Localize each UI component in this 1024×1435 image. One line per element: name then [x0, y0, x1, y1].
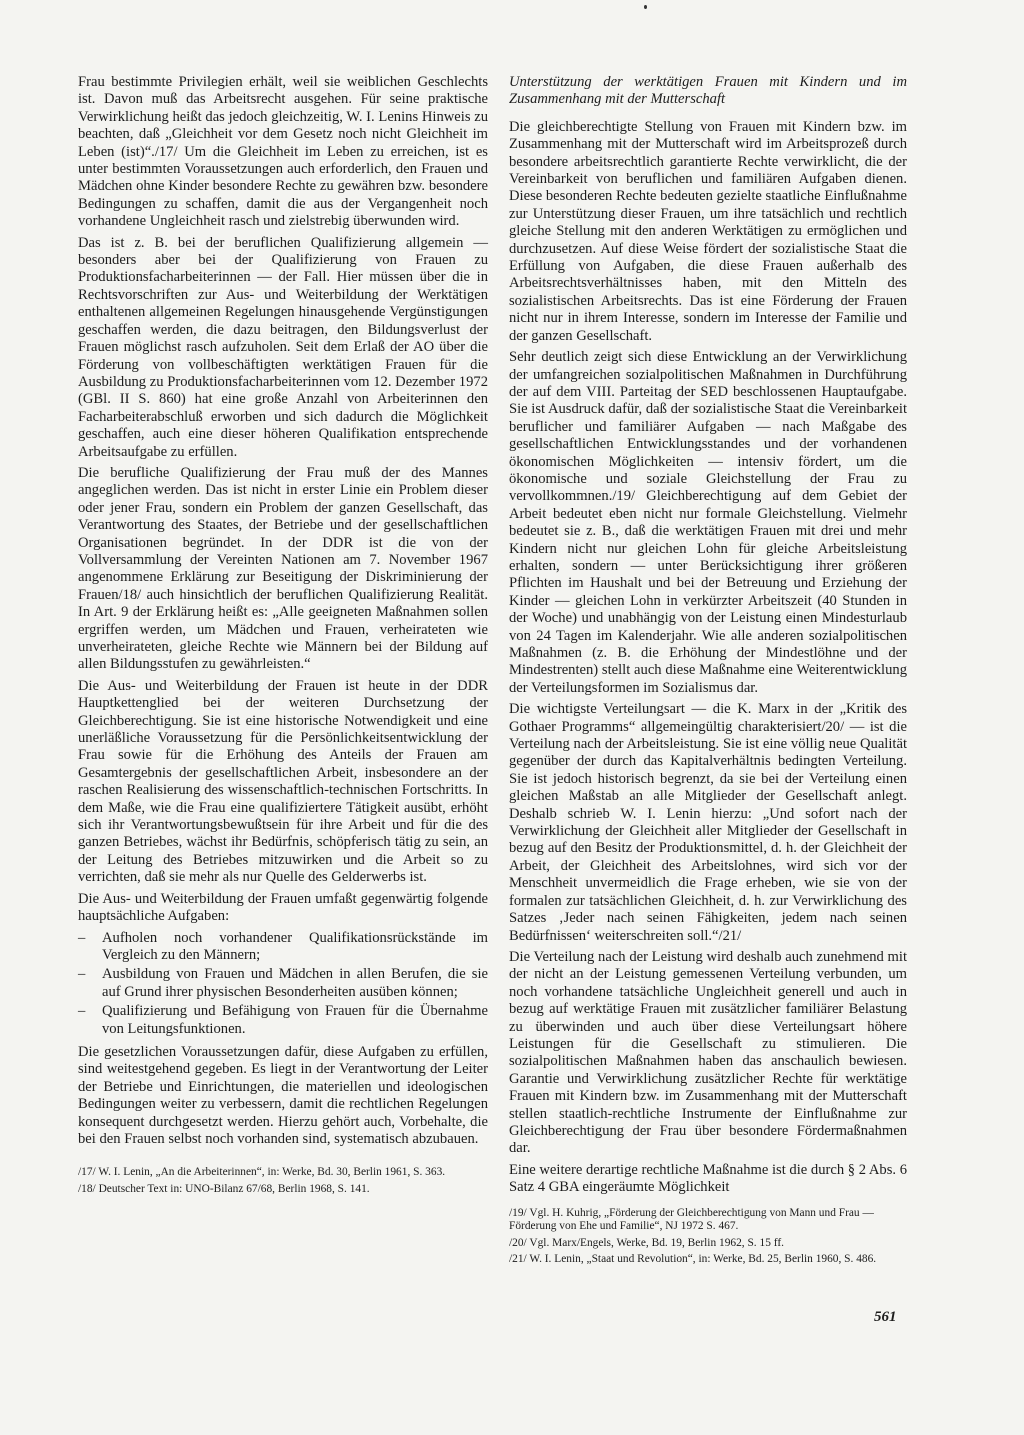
- list-item: – Aufholen noch vorhandener Qualifikationsrückstände im Vergleich zu den Männern;: [78, 930, 488, 965]
- footnote: /17/ W. I. Lenin, „An die Arbeiterinnen“, in: Werke, Bd. 30, Berlin 1961, S. 363.: [78, 1166, 446, 1179]
- footnote: /19/ Vgl. H. Kuhrig, „Förderung der Gleichberechtigung von Mann und Frau — Förderung von Ehe und Familie“, NJ 1972 S. 467.: [509, 1206, 874, 1233]
- body-paragraph: Die Verteilung nach der Leistung wird deshalb auch zunehmend mit der nicht an der Leistung gemessenen Verteilung verbunden, um noch vorhandene tatsächliche Ungleichheit generell und auch in bezug auf werktätige Frauen mit zusätzlicher familiärer Belastung zu überwinden und auch über diese Verteilungsart höhere Leistungen für die Gesellschaft zu stimulieren. Die sozialpolitischen Maßnahmen haben das anschaulich bewiesen. Garantie und Verwirklichung zusätzlicher Rechte für werktätige Frauen mit Kindern bzw. im Zusammenhang mit der Mutterschaft stellen staatlich-rechtliche Instrumente der Einflußnahme zur Gleichberechtigung der Frau über besondere Fördermaßnahmen dar.: [509, 948, 907, 1157]
- body-paragraph: Die gleichberechtigte Stellung von Frauen mit Kindern bzw. im Zusammenhang mit der Mutterschaft wird im Arbeitsprozeß durch besondere arbeitsrechtlich garantierte Rechte verwirklicht, die der Vereinbarkeit von beruflichen und familiären Aufgaben dienen. Diese besonderen Rechte bedeuten gezielte staatliche Einflußnahme zur Unterstützung dieser Frauen, um ihre tatsächlich und rechtlich gleiche Stellung mit den anderen Werktätigen zu ermöglichen und durchzusetzen. Auf diese Weise fördert der sozialistische Staat die Erfüllung von Aufgaben, die diese Frauen außerhalb des Arbeitsrechtsverhältnisses haben, mit den Mitteln des sozialistischen Arbeitsrechts. Das ist eine Förderung der Frauen nicht nur in ihrem Interesse, sondern im Interesse der Familie und der ganzen Gesellschaft.: [509, 118, 907, 344]
- task-list: [78, 930, 488, 1038]
- left-column: [78, 74, 488, 1200]
- footnote: /18/ Deutscher Text in: UNO-Bilanz 67/68, Berlin 1968, S. 141.: [78, 1182, 370, 1195]
- section-heading: Unterstützung der werktätigen Frauen mit Kindern und im Zusammenhang mit der Mutterschaft: [509, 74, 907, 108]
- body-paragraph: Eine weitere derartige rechtliche Maßnahme ist die durch § 2 Abs. 6 Satz 4 GBA eingeräumte Möglichkeit: [509, 1161, 907, 1196]
- body-paragraph: Die Aus- und Weiterbildung der Frauen umfaßt gegenwärtig folgende hauptsächliche Aufgaben:: [78, 890, 488, 925]
- page-number: 561: [874, 1309, 897, 1325]
- body-paragraph: Die Aus- und Weiterbildung der Frauen ist heute in der DDR Hauptkettenglied bei der weiteren Durchsetzung der Gleichberechtigung. Sie ist eine historische Notwendigkeit und eine unerläßliche Voraussetzung für die Persönlichkeitsentwicklung der Frau sowie für die Erhöhung des Anteils der Frauen am Gesamtergebnis der gesellschaftlichen Arbeit, insbesondere an der raschen Realisierung des wissenschaftlich-technischen Fortschritts. In dem Maße, wie die Frau eine qualifiziertere Tätigkeit ausübt, erhöht sich ihr Verantwortungsbewußtsein für ihre Arbeit und für die des ganzen Betriebes, wächst ihr Bedürfnis, schöpferisch tätig zu sein, an der Leitung des Betriebes mitzuwirken und die Arbeit so zu verrichten, daß sie mehr als nur Quelle des Gelderwerbs ist.: [78, 677, 488, 886]
- body-paragraph: Das ist z. B. bei der beruflichen Qualifizierung allgemein — besonders aber bei der Qualifizierung von Frauen zu Produktionsfacharbeiterinnen — der Fall. Hier müssen über die in Rechtsvorschriften zur Aus- und Weiterbildung der Werktätigen enthaltenen allgemeinen Regelungen hinausgehende Vergünstigungen geschaffen werden, die dazu beitragen, den Bildungsverlust der Frauen möglichst rasch aufzuholen. Seit dem Erlaß der AO über die Förderung von vollbeschäftigten werktätigen Frauen für die Ausbildung zu Produktionsfacharbeiterinnen vom 12. Dezember 1972 (GBl. II S. 860) hat eine große Anzahl von Arbeiterinnen den Facharbeiterabschluß erworben und sich dadurch die Möglichkeit geschaffen, auch eine dieser höheren Qualifikation entsprechende Arbeitsaufgabe zu erfüllen.: [78, 234, 488, 460]
- footnote: /20/ Vgl. Marx/Engels, Werke, Bd. 19, Berlin 1962, S. 15 ff.: [509, 1236, 784, 1249]
- body-paragraph: Die gesetzlichen Voraussetzungen dafür, diese Aufgaben zu erfüllen, sind weitestgehend gegeben. Es liegt in der Verantwortung der Leiter der Betriebe und Einrichtungen, die materiellen und ideologischen Bedingungen weiter zu verbessern, damit die rechtlichen Regelungen konsequent durchgesetzt werden. Hierzu gehört auch, Vorbehalte, die bei den Frauen selbst noch vorhanden sind, systematisch abzubauen.: [78, 1043, 488, 1147]
- footnote: /21/ W. I. Lenin, „Staat und Revolution“, in: Werke, Bd. 25, Berlin 1960, S. 486.: [509, 1253, 877, 1266]
- print-speck: [644, 5, 647, 9]
- body-paragraph: Frau bestimmte Privilegien erhält, weil sie weiblichen Geschlechts ist. Davon muß das Arbeitsrecht ausgehen. Für seine praktische Verwirklichung heißt das jedoch gleichzeitig, W. I. Lenins Hinweis zu beachten, daß „Gleichheit vor dem Gesetz noch nicht Gleichheit im Leben (ist)“./17/ Um die Gleichheit im Leben zu erreichen, ist es unter bestimmten Voraussetzungen auch erforderlich, den Frauen und Mädchen ohne Kinder besondere Rechte zu gewähren bzw. besondere Bedingungen zu schaffen, damit die aus der Vergangenheit noch vorhandene Ungleichheit rasch und zielstrebig überwunden wird.: [78, 74, 488, 230]
- right-column: [509, 74, 907, 1270]
- footnotes-left: [78, 1166, 488, 1196]
- body-paragraph: Die wichtigste Verteilungsart — die K. Marx in der „Kritik des Gothaer Programms“ allgemeingültig charakterisiert/20/ — ist die Verteilung nach der Arbeitsleistung. Sie ist eine völlig neue Qualität gegenüber der durch das Kapitalverhältnis bedingten Verteilung. Sie ist jedoch historisch begrenzt, da sie bei der Verteilung einen gleichen Maßstab an alle Mitglieder der Gesellschaft anlegt. Deshalb schrieb W. I. Lenin hierzu: „Und sofort nach der Verwirklichung der Gleichheit aller Mitglieder der Gesellschaft in bezug auf den Besitz der Produktionsmittel, d. h. der Gleichheit der Arbeit, der Gleichheit des Arbeitslohnes, wird sich vor der Menschheit unvermeidlich die Frage erheben, wie sie von der formalen zur tatsächlichen Gleichheit, d. h. zur Verwirklichung des Satzes ‚Jeder nach seinen Fähigkeiten, jedem nach seinen Bedürfnissen‘ weiterschreiten soll.“/21/: [509, 701, 907, 944]
- list-item: – Qualifizierung und Befähigung von Frauen für die Übernahme von Leitungsfunktionen.: [78, 1003, 488, 1038]
- footnotes-right: [509, 1207, 907, 1267]
- body-paragraph: Sehr deutlich zeigt sich diese Entwicklung an der Verwirklichung der umfangreichen sozialpolitischen Maßnahmen in Durchführung der auf dem VIII. Parteitag der SED beschlossenen Hauptaufgabe. Sie ist Ausdruck dafür, daß der sozialistische Staat die Vereinbarkeit beruflicher und familiärer Aufgaben — nach Maßgabe des gesellschaftlichen Entwicklungsstandes und der vorhandenen ökonomischen Möglichkeiten — intensiv fördert, um die ökonomische und soziale Gleichstellung der Frau zu vervollkommnen./19/ Gleichberechtigung auf dem Gebiet der Arbeit bedeutet eben nicht nur formale Gleichstellung. Vielmehr bedeutet sie z. B., daß die werktätigen Frauen mit drei und mehr Kindern nicht nur gleichen Lohn für gleiche Arbeitsleistung erhalten, sondern — unter Berücksichtigung ihrer größeren Pflichten im Haushalt und bei der Betreuung und Erziehung der Kinder — gleichen Lohn in verkürzter Arbeitszeit (40 Stunden in der Woche) und unabhängig von der Leistung einen Mindesturlaub von 24 Tagen im Kalenderjahr. Wie alle anderen sozialpolitischen Maßnahmen (z. B. die Erhöhung der Mindestlöhne und der Mindestrenten) stellt auch diese Maßnahme eine Weiterentwicklung der Verteilungsformen im Sozialismus dar.: [509, 349, 907, 696]
- list-item: – Ausbildung von Frauen und Mädchen in allen Berufen, die sie auf Grund ihrer physischen Besonderheiten ausüben können;: [78, 966, 488, 1001]
- body-paragraph: Die berufliche Qualifizierung der Frau muß der des Mannes angeglichen werden. Das ist nicht in erster Linie ein Problem dieser oder jener Frau, sondern ein Problem der ganzen Gesellschaft, das Verantwortung des Staates, der Betriebe und der gesellschaftlichen Organisationen begründet. In der DDR ist die von der Vollversammlung der Vereinten Nationen am 7. November 1967 angenommene Erklärung zur Beseitigung der Diskriminierung der Frauen/18/ auch hinsichtlich der beruflichen Qualifizierung Realität. In Art. 9 der Erklärung heißt es: „Alle geeigneten Maßnahmen sollen ergriffen werden, um Mädchen und Frauen, verheirateten wie unverheirateten, gleiche Rechte wie Männern bei der Bildung auf allen Bildungsstufen zu gewährleisten.“: [78, 464, 488, 673]
